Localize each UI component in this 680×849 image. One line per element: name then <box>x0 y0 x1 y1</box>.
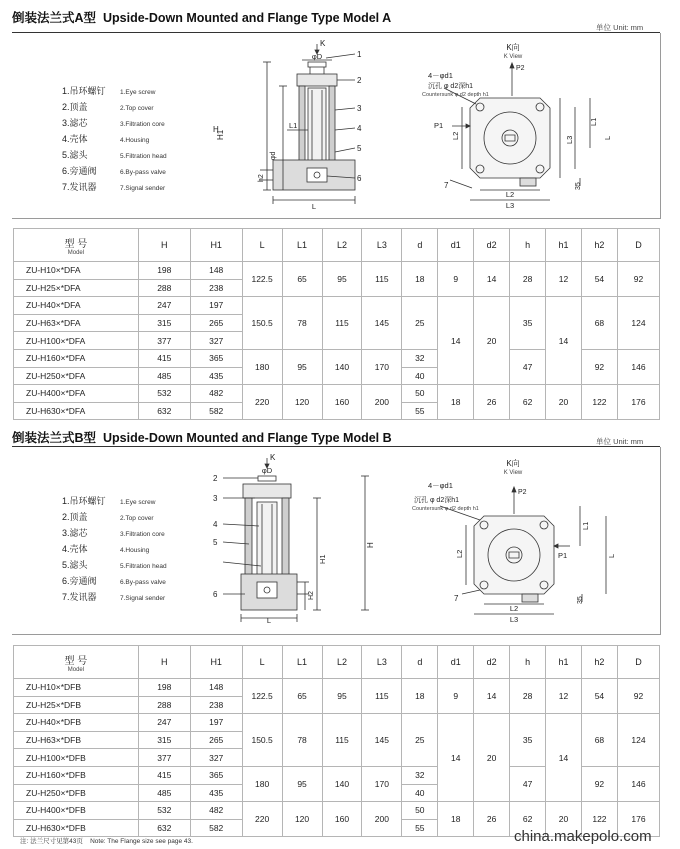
callout-5: 5 <box>213 538 218 547</box>
label-l2-bottom: L2 <box>509 604 519 613</box>
label-35: 35 <box>577 596 584 604</box>
header-h1-small: h1 <box>546 646 582 679</box>
label-phi-d: φD <box>261 466 273 475</box>
section-a-part-list <box>62 84 167 196</box>
header-l1: L1 <box>282 229 322 262</box>
table-row: ZU-H63×*DFB 315 265 <box>14 731 660 749</box>
callout-4: 4 <box>213 520 218 529</box>
table-row: ZU-H630×*DFA 632 582 55 <box>14 402 660 420</box>
label-l: L <box>607 553 616 558</box>
section-a-k-view-drawing <box>410 40 620 212</box>
header-h1-small: h1 <box>546 229 582 262</box>
callout-7: 7 <box>444 181 449 190</box>
table-row: ZU-H63×*DFA 315 265 <box>14 314 660 332</box>
label-h1: H1 <box>318 554 327 564</box>
part-item-4: 4.壳体 4.Housing <box>62 134 150 144</box>
kview-title-en: K View <box>503 470 523 476</box>
countersink-zh: 沉孔 φ d2深h1 <box>428 83 474 90</box>
table-row: ZU-H400×*DFB 532 482 220 120 160 200 50 18 26 62 20 122 176 <box>14 802 660 820</box>
part-item-2: 2.顶盖 2.Top cover <box>62 512 154 522</box>
header-l: L <box>242 229 282 262</box>
table-row: ZU-H250×*DFA 485 435 40 <box>14 367 660 385</box>
hole-count-label: 4－φd1 <box>428 481 453 490</box>
label-l1: L1 <box>581 521 590 530</box>
kview-title-zh: K向 <box>506 43 520 52</box>
header-d2: d2 <box>474 646 510 679</box>
callout-5: 5 <box>357 144 362 153</box>
header-h: H <box>138 646 190 679</box>
part-item-6: 6.旁通阀 6.By-pass valve <box>62 576 166 586</box>
section-b-unit: 单位 Unit: mm <box>596 437 644 446</box>
part-item-3: 3.滤芯 3.Filtration core <box>62 118 165 128</box>
label-l1: L1 <box>289 121 298 130</box>
header-h: H <box>138 229 190 262</box>
countersink-en: Countersunk φ d2 depth h1 <box>422 92 489 98</box>
kview-title-zh: K向 <box>506 459 520 468</box>
hole-count-label: 4－φd1 <box>428 71 453 80</box>
countersink-zh: 沉孔 φ d2深h1 <box>414 497 460 504</box>
label-35: 35 <box>575 182 582 190</box>
header-h1: H1 <box>190 229 242 262</box>
table-row: ZU-H40×*DFA 247 197 150.5 78 115 145 25 14 20 35 14 68 124 <box>14 297 660 315</box>
part-item-4: 4.壳体 4.Housing <box>62 544 150 554</box>
section-b-filter-drawing <box>205 454 385 624</box>
callout-2: 2 <box>213 474 218 483</box>
table-header-row <box>14 229 660 262</box>
label-p2: P2 <box>516 65 525 72</box>
callout-6: 6 <box>213 590 218 599</box>
header-h2-small: h2 <box>581 229 617 262</box>
section-a-title: 倒装法兰式A型 Upside-Down Mounted and Flange Type Model A <box>12 11 392 25</box>
label-p1: P1 <box>558 551 568 560</box>
part-item-1: 1.吊环螺钉 1.Eye screw <box>62 496 156 506</box>
table-row: ZU-H100×*DFA 377 327 <box>14 332 660 350</box>
table-row: ZU-H100×*DFB 377 327 <box>14 749 660 767</box>
part-item-1: 1.吊环螺钉 1.Eye screw <box>62 86 156 96</box>
label-p1: P1 <box>434 121 444 130</box>
header-h2-small: h2 <box>581 646 617 679</box>
section-b-k-view-drawing <box>410 454 620 626</box>
header-l2: L2 <box>322 229 362 262</box>
footnote: 注: 法兰尺寸见第43页 Note: The Flange size see page 43. <box>20 838 193 845</box>
label-h: H <box>366 542 375 548</box>
spec-table-a <box>13 228 660 420</box>
kview-title-en: K View <box>503 54 523 60</box>
table-row: ZU-H10×*DFB 198 148 122.5 65 95 115 18 9 14 28 12 54 92 <box>14 679 660 697</box>
header-d1: d1 <box>438 646 474 679</box>
table-row: ZU-H630×*DFB 632 582 55 <box>14 819 660 837</box>
label-p2: P2 <box>518 489 527 496</box>
header-l3: L3 <box>362 646 402 679</box>
table-row: ZU-H25×*DFB 288 238 <box>14 696 660 714</box>
table-row: ZU-H160×*DFB 415 365 180 95 140 170 32 47 92 146 <box>14 766 660 784</box>
header-d2: d2 <box>474 229 510 262</box>
part-item-7: 7.发讯器 7.Signal sender <box>62 592 166 602</box>
label-l3-bottom: L3 <box>509 615 519 624</box>
label-l2-bottom: L2 <box>505 190 515 199</box>
part-item-2: 2.顶盖 2.Top cover <box>62 102 154 112</box>
label-k: K <box>320 40 326 48</box>
watermark: china.makepolo.com <box>514 828 652 845</box>
label-h1: H1 <box>216 129 225 140</box>
header-d1: d1 <box>438 229 474 262</box>
section-a-filter-drawing <box>205 40 380 210</box>
header-d: d <box>402 229 438 262</box>
label-l: L <box>311 202 317 210</box>
table-row: ZU-H10×*DFA 198 148 122.5 65 95 115 18 9 14 28 12 54 92 <box>14 262 660 280</box>
header-big-d: D <box>617 646 659 679</box>
callout-6: 6 <box>357 174 362 183</box>
callout-2: 2 <box>357 76 362 85</box>
header-h-small: h <box>510 229 546 262</box>
part-item-3: 3.滤芯 3.Filtration core <box>62 528 165 538</box>
section-b-part-list <box>62 494 167 606</box>
label-l2: L2 <box>451 131 460 140</box>
header-h-small: h <box>510 646 546 679</box>
part-item-5: 5.滤头 5.Filtration head <box>62 150 167 160</box>
table-row: ZU-H40×*DFB 247 197 150.5 78 115 145 25 14 20 35 14 68 124 <box>14 714 660 732</box>
header-big-d: D <box>617 229 659 262</box>
label-phi-d: φD <box>311 52 323 61</box>
header-l3: L3 <box>362 229 402 262</box>
table-header-row <box>14 646 660 679</box>
header-d: d <box>402 646 438 679</box>
label-h2: h2 <box>258 174 265 182</box>
spec-table-b <box>13 645 660 837</box>
callout-4: 4 <box>357 124 362 133</box>
label-h: H <box>213 125 219 134</box>
header-l: L <box>242 646 282 679</box>
table-row: ZU-H160×*DFA 415 365 180 95 140 170 32 47 92 146 <box>14 349 660 367</box>
part-item-7: 7.发讯器 7.Signal sender <box>62 182 166 192</box>
section-a-unit: 单位 Unit: mm <box>596 23 644 32</box>
label-l2: L2 <box>455 549 464 558</box>
label-l3-bottom: L3 <box>505 201 515 210</box>
part-item-5: 5.滤头 5.Filtration head <box>62 560 167 570</box>
table-row: ZU-H25×*DFA 288 238 <box>14 279 660 297</box>
label-k: K <box>270 454 276 462</box>
header-l1: L1 <box>282 646 322 679</box>
label-l: L <box>603 135 612 140</box>
callout-7: 7 <box>454 594 459 603</box>
label-h2: H2 <box>308 591 315 600</box>
countersink-en: Countersunk φ d2 depth h1 <box>412 506 479 512</box>
label-phid: φd <box>270 151 277 160</box>
callout-3: 3 <box>357 104 362 113</box>
part-item-6: 6.旁通阀 6.By-pass valve <box>62 166 166 176</box>
header-model: 型 号 Model <box>14 229 139 262</box>
section-b-title: 倒装法兰式B型 Upside-Down Mounted and Flange Type Model B <box>12 431 392 445</box>
callout-1: 1 <box>357 50 362 59</box>
label-l1: L1 <box>589 117 598 126</box>
header-h1: H1 <box>190 646 242 679</box>
header-model: 型 号 Model <box>14 646 139 679</box>
table-row: ZU-H250×*DFB 485 435 40 <box>14 784 660 802</box>
callout-3: 3 <box>213 494 218 503</box>
label-l3: L3 <box>565 135 574 144</box>
header-l2: L2 <box>322 646 362 679</box>
table-row: ZU-H400×*DFA 532 482 220 120 160 200 50 18 26 62 20 122 176 <box>14 385 660 403</box>
label-l: L <box>266 616 272 624</box>
